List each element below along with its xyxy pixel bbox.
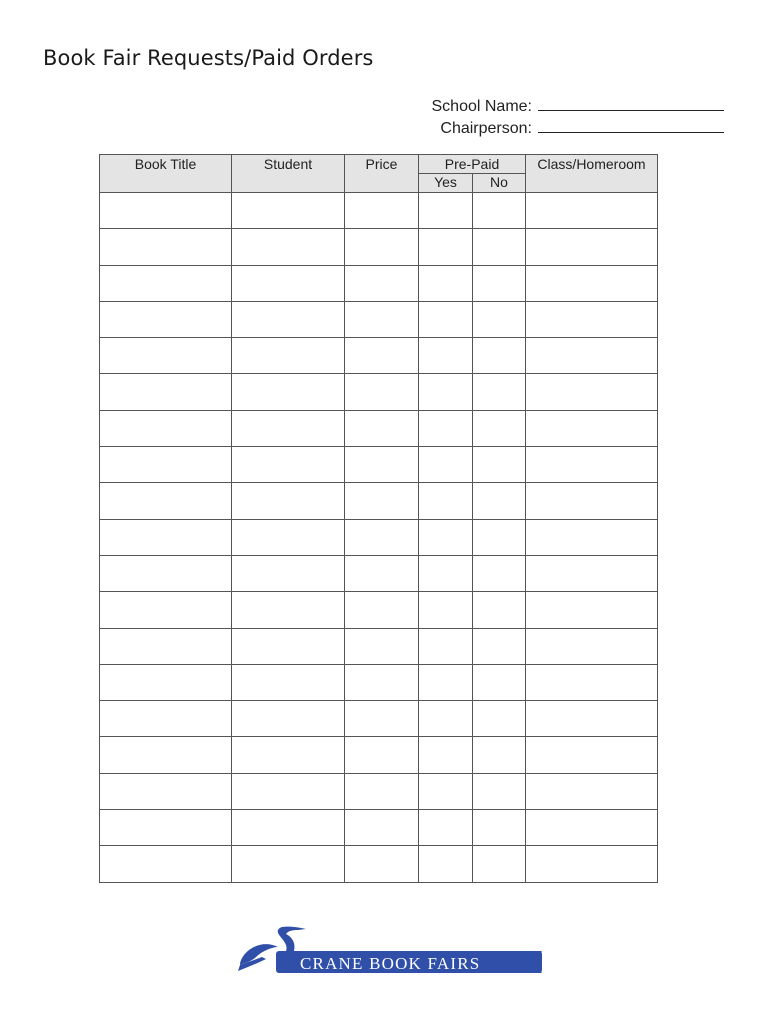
price-cell[interactable] bbox=[345, 410, 419, 446]
prepaid-no-cell[interactable] bbox=[473, 737, 526, 773]
price-cell[interactable] bbox=[345, 229, 419, 265]
prepaid-yes-cell[interactable] bbox=[419, 338, 473, 374]
table-row bbox=[100, 410, 658, 446]
student-cell[interactable] bbox=[232, 664, 345, 700]
price-cell[interactable] bbox=[345, 555, 419, 591]
student-cell[interactable] bbox=[232, 846, 345, 882]
book-title-cell[interactable] bbox=[100, 265, 232, 301]
class-homeroom-cell[interactable] bbox=[526, 555, 658, 591]
price-cell[interactable] bbox=[345, 301, 419, 337]
class-homeroom-cell[interactable] bbox=[526, 338, 658, 374]
price-cell[interactable] bbox=[345, 447, 419, 483]
book-title-cell[interactable] bbox=[100, 592, 232, 628]
table-row bbox=[100, 555, 658, 591]
prepaid-yes-cell[interactable] bbox=[419, 229, 473, 265]
prepaid-yes-cell[interactable] bbox=[419, 846, 473, 882]
prepaid-yes-cell[interactable] bbox=[419, 265, 473, 301]
school-name-label: School Name: bbox=[431, 98, 532, 115]
student-cell[interactable] bbox=[232, 701, 345, 737]
prepaid-yes-cell[interactable] bbox=[419, 555, 473, 591]
price-cell[interactable] bbox=[345, 737, 419, 773]
table-body bbox=[100, 193, 658, 883]
class-homeroom-cell[interactable] bbox=[526, 265, 658, 301]
prepaid-no-cell[interactable] bbox=[473, 701, 526, 737]
prepaid-yes-cell[interactable] bbox=[419, 810, 473, 846]
book-title-cell[interactable] bbox=[100, 628, 232, 664]
prepaid-yes-cell[interactable] bbox=[419, 374, 473, 410]
prepaid-yes-cell[interactable] bbox=[419, 592, 473, 628]
price-cell[interactable] bbox=[345, 338, 419, 374]
price-cell[interactable] bbox=[345, 193, 419, 229]
school-name-field bbox=[394, 96, 724, 118]
student-cell[interactable] bbox=[232, 810, 345, 846]
student-cell[interactable] bbox=[232, 628, 345, 664]
prepaid-no-cell[interactable] bbox=[473, 229, 526, 265]
book-title-cell[interactable] bbox=[100, 519, 232, 555]
prepaid-no-cell[interactable] bbox=[473, 810, 526, 846]
table-row bbox=[100, 265, 658, 301]
prepaid-no-cell[interactable] bbox=[473, 301, 526, 337]
prepaid-yes-cell[interactable] bbox=[419, 737, 473, 773]
student-cell[interactable] bbox=[232, 737, 345, 773]
table-row bbox=[100, 701, 658, 737]
prepaid-yes-cell[interactable] bbox=[419, 628, 473, 664]
book-title-cell[interactable] bbox=[100, 410, 232, 446]
class-homeroom-cell[interactable] bbox=[526, 193, 658, 229]
column-header-price: Price bbox=[345, 155, 419, 193]
crane-book-fairs-logo bbox=[236, 925, 548, 977]
class-homeroom-cell[interactable] bbox=[526, 592, 658, 628]
column-header-class-homeroom: Class/Homeroom bbox=[526, 155, 658, 193]
class-homeroom-cell[interactable] bbox=[526, 483, 658, 519]
table-row bbox=[100, 483, 658, 519]
prepaid-no-cell[interactable] bbox=[473, 193, 526, 229]
table-row bbox=[100, 374, 658, 410]
table-row bbox=[100, 810, 658, 846]
class-homeroom-cell[interactable] bbox=[526, 810, 658, 846]
book-title-cell[interactable] bbox=[100, 483, 232, 519]
price-cell[interactable] bbox=[345, 519, 419, 555]
book-title-cell[interactable] bbox=[100, 229, 232, 265]
class-homeroom-cell[interactable] bbox=[526, 229, 658, 265]
student-cell[interactable] bbox=[232, 301, 345, 337]
prepaid-yes-cell[interactable] bbox=[419, 664, 473, 700]
table-row bbox=[100, 846, 658, 882]
prepaid-no-cell[interactable] bbox=[473, 338, 526, 374]
price-cell[interactable] bbox=[345, 810, 419, 846]
student-cell[interactable] bbox=[232, 483, 345, 519]
column-header-prepaid: Pre-Paid bbox=[419, 155, 526, 174]
class-homeroom-cell[interactable] bbox=[526, 628, 658, 664]
student-cell[interactable] bbox=[232, 555, 345, 591]
class-homeroom-cell[interactable] bbox=[526, 519, 658, 555]
table-row bbox=[100, 737, 658, 773]
price-cell[interactable] bbox=[345, 483, 419, 519]
student-cell[interactable] bbox=[232, 410, 345, 446]
student-cell[interactable] bbox=[232, 773, 345, 809]
book-title-cell[interactable] bbox=[100, 555, 232, 591]
header-fields bbox=[394, 96, 724, 140]
price-cell[interactable] bbox=[345, 628, 419, 664]
class-homeroom-cell[interactable] bbox=[526, 374, 658, 410]
book-title-cell[interactable] bbox=[100, 773, 232, 809]
prepaid-yes-cell[interactable] bbox=[419, 773, 473, 809]
prepaid-no-cell[interactable] bbox=[473, 374, 526, 410]
table-row bbox=[100, 301, 658, 337]
logo-text: CRANE BOOK FAIRS bbox=[300, 954, 481, 973]
table-row bbox=[100, 664, 658, 700]
prepaid-no-cell[interactable] bbox=[473, 447, 526, 483]
book-title-cell[interactable] bbox=[100, 447, 232, 483]
table-row bbox=[100, 773, 658, 809]
prepaid-yes-cell[interactable] bbox=[419, 301, 473, 337]
prepaid-no-cell[interactable] bbox=[473, 519, 526, 555]
class-homeroom-cell[interactable] bbox=[526, 773, 658, 809]
class-homeroom-cell[interactable] bbox=[526, 701, 658, 737]
student-cell[interactable] bbox=[232, 592, 345, 628]
prepaid-yes-cell[interactable] bbox=[419, 701, 473, 737]
prepaid-no-cell[interactable] bbox=[473, 592, 526, 628]
table-row bbox=[100, 519, 658, 555]
table-row bbox=[100, 447, 658, 483]
price-cell[interactable] bbox=[345, 265, 419, 301]
prepaid-no-cell[interactable] bbox=[473, 846, 526, 882]
class-homeroom-cell[interactable] bbox=[526, 301, 658, 337]
prepaid-yes-cell[interactable] bbox=[419, 447, 473, 483]
student-cell[interactable] bbox=[232, 338, 345, 374]
price-cell[interactable] bbox=[345, 846, 419, 882]
price-cell[interactable] bbox=[345, 374, 419, 410]
class-homeroom-cell[interactable] bbox=[526, 846, 658, 882]
column-header-student: Student bbox=[232, 155, 345, 193]
page-title: Book Fair Requests/Paid Orders bbox=[43, 46, 374, 70]
book-title-cell[interactable] bbox=[100, 701, 232, 737]
table-row bbox=[100, 592, 658, 628]
class-homeroom-cell[interactable] bbox=[526, 664, 658, 700]
prepaid-yes-cell[interactable] bbox=[419, 483, 473, 519]
class-homeroom-cell[interactable] bbox=[526, 737, 658, 773]
student-cell[interactable] bbox=[232, 193, 345, 229]
book-title-cell[interactable] bbox=[100, 664, 232, 700]
book-title-cell[interactable] bbox=[100, 846, 232, 882]
prepaid-no-cell[interactable] bbox=[473, 555, 526, 591]
table-row bbox=[100, 628, 658, 664]
student-cell[interactable] bbox=[232, 374, 345, 410]
student-cell[interactable] bbox=[232, 229, 345, 265]
prepaid-no-cell[interactable] bbox=[473, 628, 526, 664]
column-header-prepaid-no: No bbox=[473, 174, 526, 193]
table-row bbox=[100, 193, 658, 229]
prepaid-no-cell[interactable] bbox=[473, 773, 526, 809]
prepaid-no-cell[interactable] bbox=[473, 265, 526, 301]
book-title-cell[interactable] bbox=[100, 810, 232, 846]
chairperson-field bbox=[394, 118, 724, 140]
prepaid-yes-cell[interactable] bbox=[419, 519, 473, 555]
prepaid-no-cell[interactable] bbox=[473, 664, 526, 700]
price-cell[interactable] bbox=[345, 773, 419, 809]
chairperson-label: Chairperson: bbox=[440, 120, 532, 137]
price-cell[interactable] bbox=[345, 592, 419, 628]
book-title-cell[interactable] bbox=[100, 301, 232, 337]
chairperson-input-line[interactable] bbox=[538, 118, 724, 133]
student-cell[interactable] bbox=[232, 265, 345, 301]
column-header-book-title: Book Title bbox=[100, 155, 232, 193]
class-homeroom-cell[interactable] bbox=[526, 410, 658, 446]
prepaid-no-cell[interactable] bbox=[473, 410, 526, 446]
school-name-input-line[interactable] bbox=[538, 96, 724, 111]
table-row bbox=[100, 229, 658, 265]
book-title-cell[interactable] bbox=[100, 193, 232, 229]
table-row bbox=[100, 338, 658, 374]
class-homeroom-cell[interactable] bbox=[526, 447, 658, 483]
prepaid-yes-cell[interactable] bbox=[419, 410, 473, 446]
price-cell[interactable] bbox=[345, 701, 419, 737]
student-cell[interactable] bbox=[232, 519, 345, 555]
book-title-cell[interactable] bbox=[100, 338, 232, 374]
order-table bbox=[99, 154, 658, 883]
student-cell[interactable] bbox=[232, 447, 345, 483]
column-header-prepaid-yes: Yes bbox=[419, 174, 473, 193]
prepaid-yes-cell[interactable] bbox=[419, 193, 473, 229]
book-title-cell[interactable] bbox=[100, 737, 232, 773]
price-cell[interactable] bbox=[345, 664, 419, 700]
book-title-cell[interactable] bbox=[100, 374, 232, 410]
prepaid-no-cell[interactable] bbox=[473, 483, 526, 519]
